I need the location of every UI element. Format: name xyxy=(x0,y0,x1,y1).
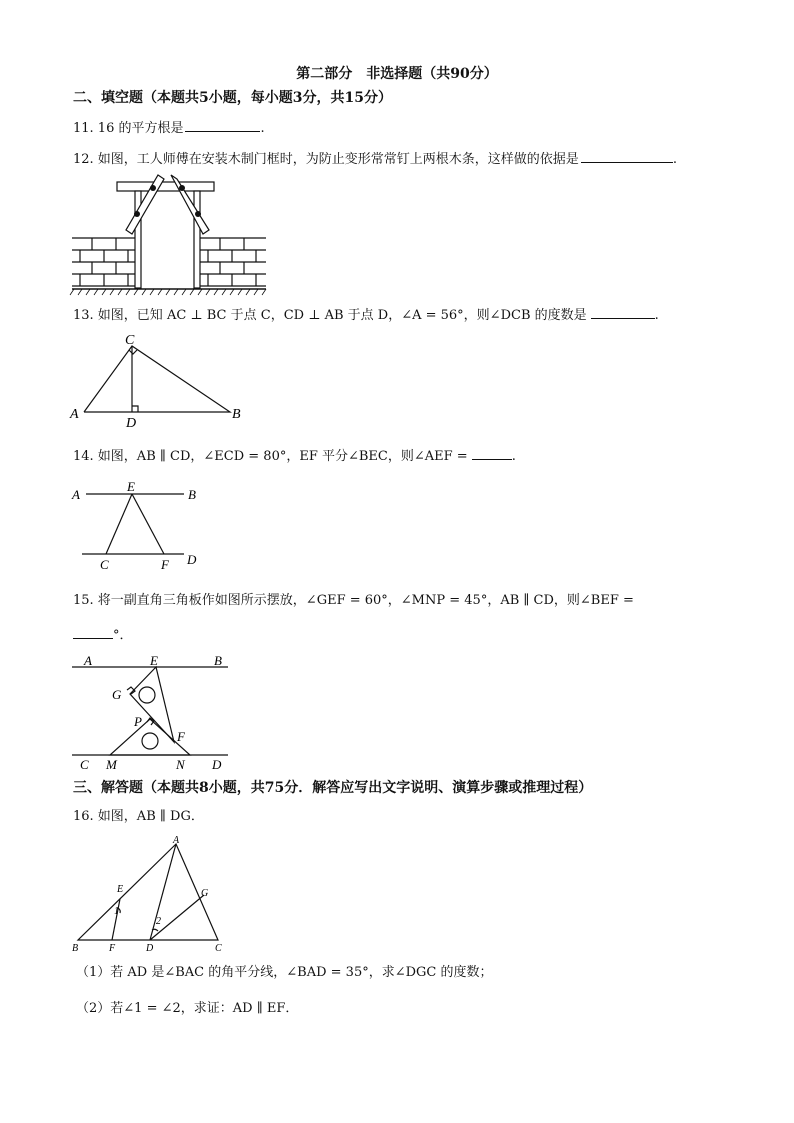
label-C: C xyxy=(80,757,89,772)
question-11-end: . xyxy=(260,121,265,136)
label-D: D xyxy=(146,943,154,954)
label-G: G xyxy=(201,888,209,899)
set-squares-figure xyxy=(70,650,235,775)
label-C: C xyxy=(100,557,109,572)
label-A: A xyxy=(70,407,79,422)
answer-blank[interactable] xyxy=(73,625,113,639)
label-G: G xyxy=(112,687,122,702)
question-13-text: 13. 如图，已知 AC ⊥ BC 于点 C，CD ⊥ AB 于点 D，∠A = 56°，则∠DCB 的度数是 xyxy=(73,308,587,323)
question-16 xyxy=(73,808,204,826)
section3-heading: 三、解答题（本题共8小题，共75分．解答应写出文字说明、演算步骤或推理过程） xyxy=(73,780,593,796)
label-M: M xyxy=(106,757,117,772)
question-16-text: 16. 如图，AB ∥ DG． xyxy=(73,809,204,824)
part-title: 第二部分 非选择题（共90分） xyxy=(296,66,498,82)
section2-heading: 二、填空题（本题共5小题，每小题3分，共15分） xyxy=(73,90,392,106)
label-A: A xyxy=(72,487,80,502)
question-15-end: °． xyxy=(113,628,133,643)
label-B: B xyxy=(232,407,241,422)
question-12-text: 12. 如图，工人师傅在安装木制门框时，为防止变形常常钉上两根木条，这样做的依据是 xyxy=(73,152,579,167)
answer-blank[interactable] xyxy=(185,118,260,132)
label-E: E xyxy=(127,479,135,494)
question-15 xyxy=(73,592,634,610)
label-B: B xyxy=(214,653,222,668)
question-16-part-2: （2）若∠1 = ∠2，求证：AD ∥ EF． xyxy=(76,1001,299,1016)
question-11-text: 11. 16 的平方根是 xyxy=(73,121,184,136)
answer-blank[interactable] xyxy=(472,446,512,460)
label-P: P xyxy=(134,714,142,729)
label-D: D xyxy=(212,757,222,772)
parallel-lines-figure xyxy=(70,478,210,573)
label-F: F xyxy=(161,557,169,572)
question-15-line2 xyxy=(73,625,133,645)
label-D: D xyxy=(126,416,137,431)
label-B: B xyxy=(72,943,79,954)
question-14-end: . xyxy=(511,449,516,464)
label-D: D xyxy=(187,552,197,567)
label-E: E xyxy=(150,653,158,668)
triangle-abc-figure xyxy=(70,832,235,957)
label-N: N xyxy=(176,757,185,772)
question-12 xyxy=(73,149,677,169)
question-12-end: . xyxy=(672,152,677,167)
angle-1-label: 1 xyxy=(114,906,119,917)
question-13-end: . xyxy=(654,308,659,323)
label-E: E xyxy=(117,884,124,895)
question-13 xyxy=(73,305,659,325)
question-11 xyxy=(73,118,265,138)
answer-blank[interactable] xyxy=(581,149,673,163)
label-C: C xyxy=(215,943,222,954)
label-C: C xyxy=(125,333,135,348)
label-F: F xyxy=(177,729,185,744)
door-frame-figure xyxy=(70,172,270,298)
answer-blank[interactable] xyxy=(591,305,655,319)
question-15-text: 15. 将一副直角三角板作如图所示摆放，∠GEF = 60°，∠MNP = 45°，AB ∥ CD，则∠BEF = xyxy=(73,593,634,608)
question-14 xyxy=(73,446,516,466)
question-14-text: 14. 如图，AB ∥ CD，∠ECD = 80°，EF 平分∠BEC，则∠AEF = xyxy=(73,449,468,464)
triangle-acb-figure xyxy=(70,330,250,430)
label-A: A xyxy=(84,653,92,668)
label-B: B xyxy=(188,487,196,502)
label-F: F xyxy=(109,943,116,954)
label-A: A xyxy=(173,835,180,846)
angle-2-label: 2 xyxy=(156,916,161,927)
question-16-part-1: （1）若 AD 是∠BAC 的角平分线，∠BAD = 35°，求∠DGC 的度数； xyxy=(76,965,493,980)
